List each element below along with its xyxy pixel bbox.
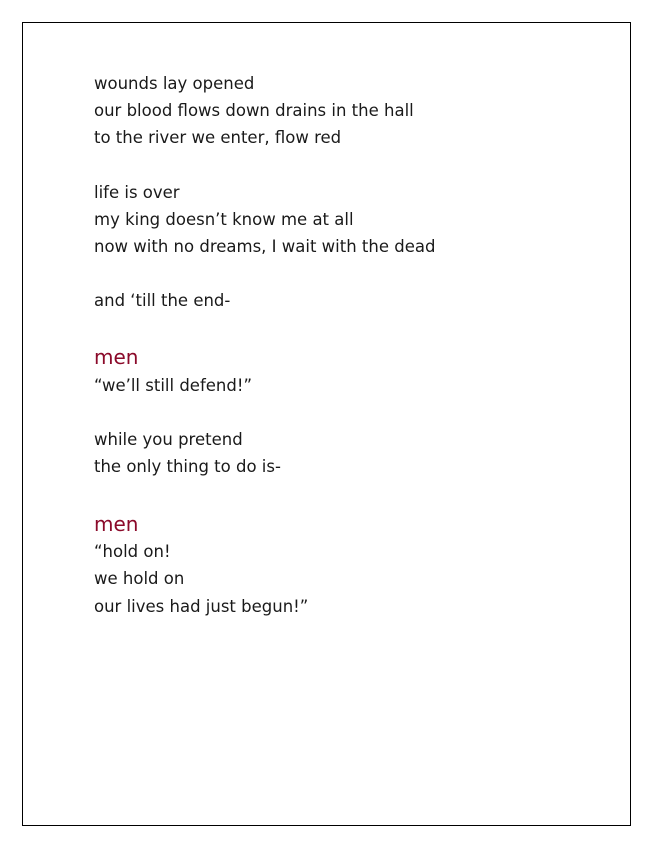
speaker-label: men xyxy=(94,512,139,536)
poem-line: life is over xyxy=(94,183,180,202)
speaker-label: men xyxy=(94,345,139,369)
poem-line: while you pretend xyxy=(94,430,243,449)
poem-line: to the river we enter, flow red xyxy=(94,128,342,147)
poem-line: “we’ll still defend!” xyxy=(94,376,253,395)
poem-line: my king doesn’t know me at all xyxy=(94,210,354,229)
poem-line: “hold on! xyxy=(94,542,171,561)
poem-line: our lives had just begun!” xyxy=(94,597,309,616)
poem-line: we hold on xyxy=(94,569,185,588)
poem-line: the only thing to do is- xyxy=(94,457,281,476)
poem-line: our blood flows down drains in the hall xyxy=(94,101,414,120)
poem-line: and ‘till the end- xyxy=(94,291,231,310)
document-page xyxy=(22,22,631,826)
poem-line: wounds lay opened xyxy=(94,74,255,93)
poem-line: now with no dreams, I wait with the dead xyxy=(94,237,436,256)
